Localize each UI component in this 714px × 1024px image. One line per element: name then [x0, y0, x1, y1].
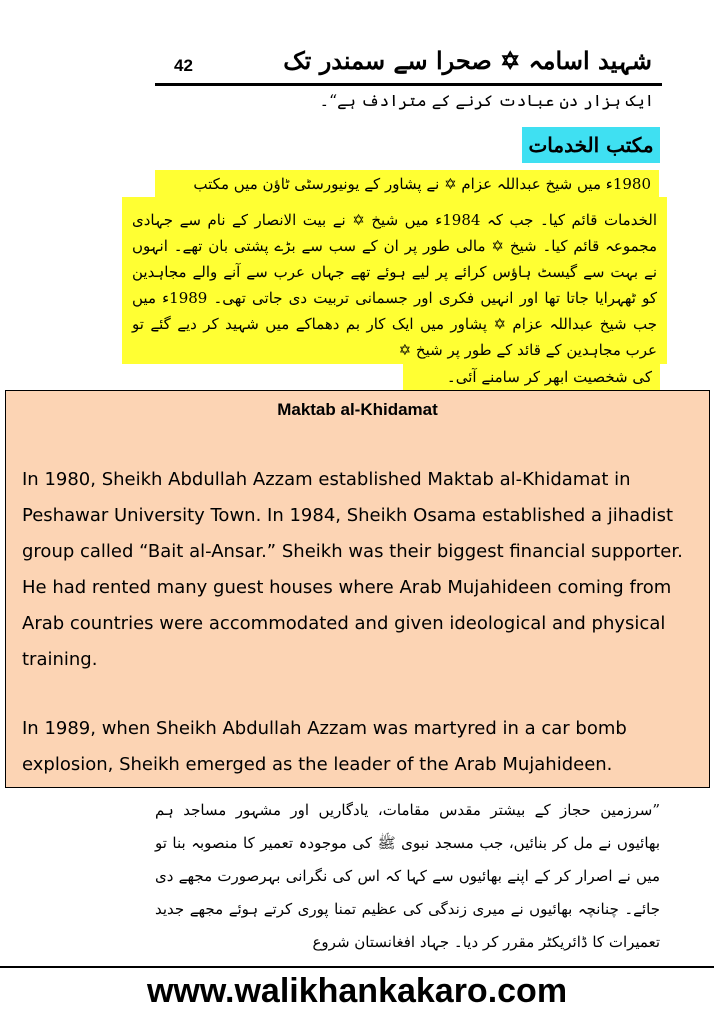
translation-paragraph-2: In 1989, when Sheikh Abdullah Azzam was martyred in a car bomb explosion, Sheikh emerged as the leader of the Arab Mujahideen. — [22, 718, 627, 775]
urdu-bottom-paragraph: ”سرزمین حجاز کے بیشتر مقدس مقامات، یادگاریں اور مشہور مساجد ہم بھائیوں نے مل کر بنائیں، جب مسجد نبوی ﷺ کی موجودہ تعمیر کا منصوبہ بنا تو میں نے اصرار کر کے اپنے بھائیوں سے کہا کہ اس کی نگرانی بہرصورت مجھے دی جائے۔ چنانچہ بھائیوں نے میری زندگی کی عظیم تمنا پوری کرتے ہوئے مجھے جدید تعمیرات کا ڈائریکٹر مقرر کر دیا۔ جہاد افغانستان شروع — [155, 801, 660, 951]
footer-rule — [0, 966, 714, 968]
urdu-highlight-last-line: کی شخصیت ابھر کر سامنے آئی۔ — [403, 363, 660, 391]
translation-title: Maktab al-Khidamat — [277, 400, 438, 419]
section-heading: مکتب الخدمات — [522, 127, 660, 163]
intro-quote-end: ایک ہزار دن عبادت کرنے کے مترادف ہے“۔ — [319, 91, 654, 110]
running-title: شہید اسامہ ✡ صحرا سے سمندر تک — [283, 46, 652, 75]
urdu-highlight-line-1: 1980ء میں شیخ عبداللہ عزام ✡ نے پشاور کے یونیورسٹی ٹاؤن میں مکتب — [155, 170, 659, 198]
header-rule — [155, 83, 662, 86]
footer-website: www.walikhankakaro.com — [146, 972, 568, 1010]
urdu-highlight-body: الخدمات قائم کیا۔ جب کہ 1984ء میں شیخ ✡ نے بیت الانصار کے نام سے جہادی مجموعہ قائم کیا۔ شیخ ✡ مالی طور پر ان کے سب سے بڑے پشتی بان تھے۔ انہوں نے بہت سے گیسٹ ہاؤس کرائے پر لیے ہوئے تھے جہاں عرب سے آنے والے مجاہدین کو ٹھہرایا جاتا تھا اور انہیں فکری اور جسمانی تربیت دی جاتی تھی۔ 1989ء میں جب شیخ عبداللہ عزام ✡ پشاور میں ایک کار بم دھماکے میں شہید کر دیے گئے تو عرب مجاہدین کے قائد کے طور پر شیخ ✡ — [122, 197, 667, 364]
translation-paragraph-1: In 1980, Sheikh Abdullah Azzam established Maktab al-Khidamat in Peshawar University Town. In 1984, Sheikh Osama established a jihadist group called “Bait al-Ansar.” Sheikh was their biggest financial supporter. He had rented many guest houses where Arab Mujahideen coming from Arab countries were accommodated and given ideological and physical training. — [22, 469, 683, 670]
page-number: 42 — [174, 56, 193, 75]
